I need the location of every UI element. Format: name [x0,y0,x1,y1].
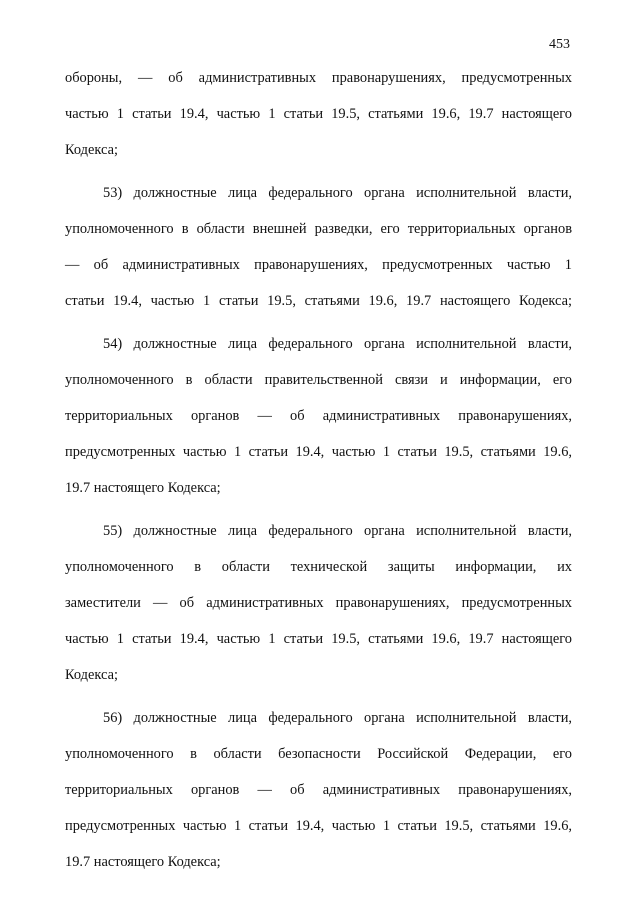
text-line: заместители — об административных правонарушениях, предусмотренных [65,595,572,611]
text-line: обороны, — об административных правонарушениях, предусмотренных [65,70,572,86]
text-line: 54) должностные лица федерального органа исполнительной власти, [103,336,572,352]
text-line: 53) должностные лица федерального органа исполнительной власти, [103,185,572,201]
text-line: уполномоченного в области технической защиты информации, их [65,559,572,575]
text-line: 56) должностные лица федерального органа исполнительной власти, [103,710,572,726]
text-line: 55) должностные лица федерального органа исполнительной власти, [103,523,572,539]
paragraph-continuation [65,60,572,168]
text-line: предусмотренных частью 1 статьи 19.4, частью 1 статьи 19.5, статьями 19.6, [65,444,572,460]
text-line: — об административных правонарушениях, предусмотренных частью 1 [65,257,572,273]
paragraph-item-55 [65,513,572,693]
text-line: Кодекса; [65,142,118,158]
text-line: территориальных органов — об административных правонарушениях, [65,408,572,424]
text-line: уполномоченного в области правительственной связи и информации, его [65,372,572,388]
text-line: статьи 19.4, частью 1 статьи 19.5, статьями 19.6, 19.7 настоящего Кодекса; [65,293,572,309]
document-body [65,60,572,880]
text-line: 19.7 настоящего Кодекса; [65,480,221,496]
text-line: частью 1 статьи 19.4, частью 1 статьи 19.5, статьями 19.6, 19.7 настоящего [65,631,572,647]
paragraph-item-54 [65,326,572,506]
page-number: 453 [549,37,570,52]
text-line: предусмотренных частью 1 статьи 19.4, частью 1 статьи 19.5, статьями 19.6, [65,818,572,834]
paragraph-item-56 [65,700,572,880]
text-line: территориальных органов — об административных правонарушениях, [65,782,572,798]
text-line: уполномоченного в области безопасности Российской Федерации, его [65,746,572,762]
text-line: уполномоченного в области внешней разведки, его территориальных органов [65,221,572,237]
paragraph-item-53 [65,175,572,319]
text-line: частью 1 статьи 19.4, частью 1 статьи 19.5, статьями 19.6, 19.7 настоящего [65,106,572,122]
text-line: 19.7 настоящего Кодекса; [65,854,221,870]
text-line: Кодекса; [65,667,118,683]
